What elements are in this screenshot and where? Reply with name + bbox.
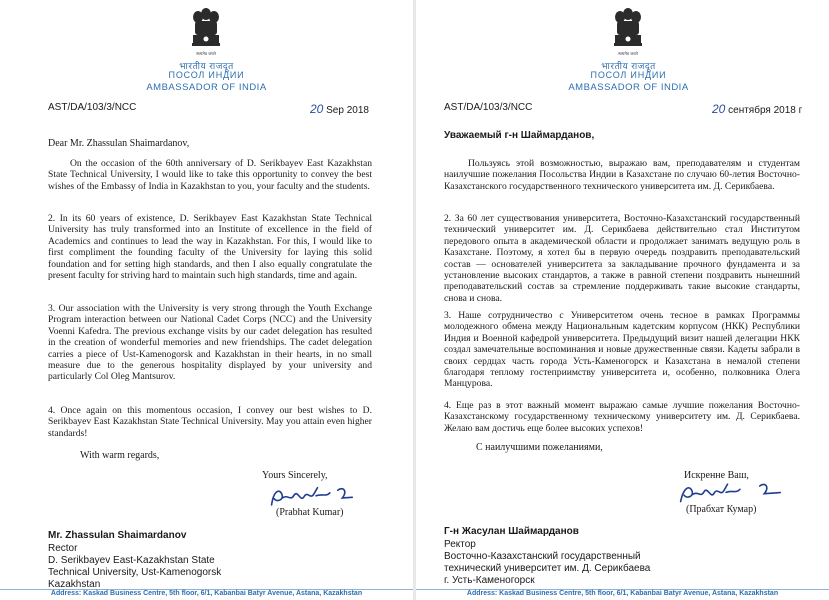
russian-letter-page: [416, 0, 829, 600]
addressee-line: технический университет им. Д. Серикбаева: [444, 563, 651, 574]
paragraph-2: 2. In its 60 years of existence, D. Serikbayev East Kazakhstan State Technical University has truly transformed into an Institute of excellence in the field of Academics and continues to lead the way in Kazakhstan. For this, I would like to first compliment the founding faculty of the University for laying this solid foundation and for setting high standards, and then I also equally congratulate the present faculty for striving hard to maintain such high standards, time and again.: [48, 213, 372, 282]
header-russian: ПОСОЛ ИНДИИ: [168, 70, 245, 80]
paragraph-1: On the occasion of the 60th anniversary of D. Serikbayev East Kazakhstan State Technical University, I would like to take this opportunity to convey the best wishes of the Embassy of India in Kazakhstan to you, your faculty and the students.: [48, 158, 372, 192]
addressee-name: Mr. Zhassulan Shaimardanov: [48, 530, 187, 541]
addressee-line: D. Serikbayev East-Kazakhstan State: [48, 555, 215, 566]
footer-address: Address: Kaskad Business Centre, 5th floor, 6/1, Kabanbai Batyr Avenue, Astana, Kazakhstan: [416, 589, 829, 600]
header-english: AMBASSADOR OF INDIA: [568, 82, 689, 93]
yours-sincerely: Искренне Ваш,: [684, 470, 749, 481]
salutation: Dear Mr. Zhassulan Shaimardanov,: [48, 138, 190, 149]
national-emblem-icon: [189, 4, 223, 58]
salutation: Уважаемый г-н Шаймарданов,: [444, 130, 595, 141]
national-emblem-icon: [611, 4, 645, 58]
date-month-year: Sep 2018: [323, 105, 369, 116]
addressee-line: Восточно-Казахстанский государственный: [444, 551, 641, 562]
addressee-line: г. Усть-Каменогорск: [444, 575, 535, 586]
date-month-year: сентября 2018 г: [725, 105, 803, 116]
english-letter-page: [0, 0, 413, 600]
addressee-line: Kazakhstan: [48, 579, 101, 590]
addressee-line: Technical University, Ust-Kamenogorsk: [48, 567, 222, 578]
header-hindi: भारतीय राजदूत: [601, 61, 656, 71]
paragraph-2: 2. За 60 лет существования университета, Восточно-Казахстанский государственный технический университет им. Д. Серикбаева действительно стал Институтом передового опыта в академической области и продолжает занимать ведущую роль в Казахстане. Поэтому, я хотел бы в первую очередь поздравить преподавательский состав — основателей университета за закладывание прочного фундамента и за установление высоких стандартов, а также в равной степени поздравить нынешний преподавательский состав за стремление поддерживать такие высокие стандарты, снова и снова.: [444, 213, 800, 304]
paragraph-4: 4. Once again on this momentous occasion, I convey our best wishes to D. Serikbayev East Kazakhstan State Technical University. May you attain even higher standards!: [48, 405, 372, 439]
paragraph-4: 4. Еще раз в этот важный момент выражаю самые лучшие пожелания Восточно-Казахстанскому государственному техническому университету им. Д. Серикбаева. Желаю вам достичь еще более высоких успехов!: [444, 400, 800, 434]
paragraph-1: Пользуясь этой возможностью, выражаю вам, преподавателям и студентам наилучшие пожелания Посольства Индии в Казахстане по случаю 60-летия Восточно-Казахстанского государственного технического университета им. Д. Серикбаева.: [444, 158, 800, 192]
addressee-line: Rector: [48, 543, 78, 554]
signer-name: (Прабхат Кумар): [686, 504, 757, 515]
reference-number: AST/DA/103/3/NCC: [48, 102, 137, 113]
reference-number: AST/DA/103/3/NCC: [444, 102, 533, 113]
closing: With warm regards,: [80, 450, 160, 461]
paragraph-3: 3. Our association with the University is very strong through the Youth Exchange Program interaction between our National Cadet Corps (NCC) and the University Voenni Kafedra. The previous exchange visits by our cadet delegation has resulted in the creation of wonderful memories and new friendships. The cadet delegation carries a piece of Ust-Kamenogorsk and Kazakhstan in their hearts, in no small measure due to the generous hospitality displayed by your university and particularly Col Oleg Mantsurov.: [48, 303, 372, 383]
header-russian: ПОСОЛ ИНДИИ: [590, 70, 667, 80]
letter-date: [712, 102, 802, 116]
footer-address: Address: Kaskad Business Centre, 5th floor, 6/1, Kabanbai Batyr Avenue, Astana, Kazakhstan: [0, 589, 413, 600]
addressee-name: Г-н Жасулан Шаймарданов: [444, 526, 579, 537]
header-english: AMBASSADOR OF INDIA: [146, 82, 267, 93]
svg-text:सत्यमेव जयते: सत्यमेव जयते: [618, 51, 638, 56]
closing: С наилучшими пожеланиями,: [476, 442, 603, 453]
signer-name: (Prabhat Kumar): [276, 507, 344, 518]
addressee-line: Ректор: [444, 539, 476, 550]
header-hindi: भारतीय राजदूत: [179, 61, 234, 71]
paragraph-3: 3. Наше сотрудничество с Университетом очень тесное в рамках Программы молодежного обмена между Национальным кадетским корпусом (НКК) Республики Индия и Военной кафедрой университета. Предыдущий визит нашей делегации НКК создал замечательные воспоминания и новые дружественные связи. Кадеты забрали в своих сердцах часть города Усть-Каменогорск и Казахстана в немалой степени благодаря теплому гостеприимству университета и, особенно, полковника Олега Манцурова.: [444, 310, 800, 390]
date-day: 20: [310, 102, 324, 116]
letter-date: [310, 102, 369, 116]
svg-text:सत्यमेव जयते: सत्यमेव जयते: [196, 51, 216, 56]
date-day: 20: [712, 102, 726, 116]
yours-sincerely: Yours Sincerely,: [262, 470, 328, 481]
